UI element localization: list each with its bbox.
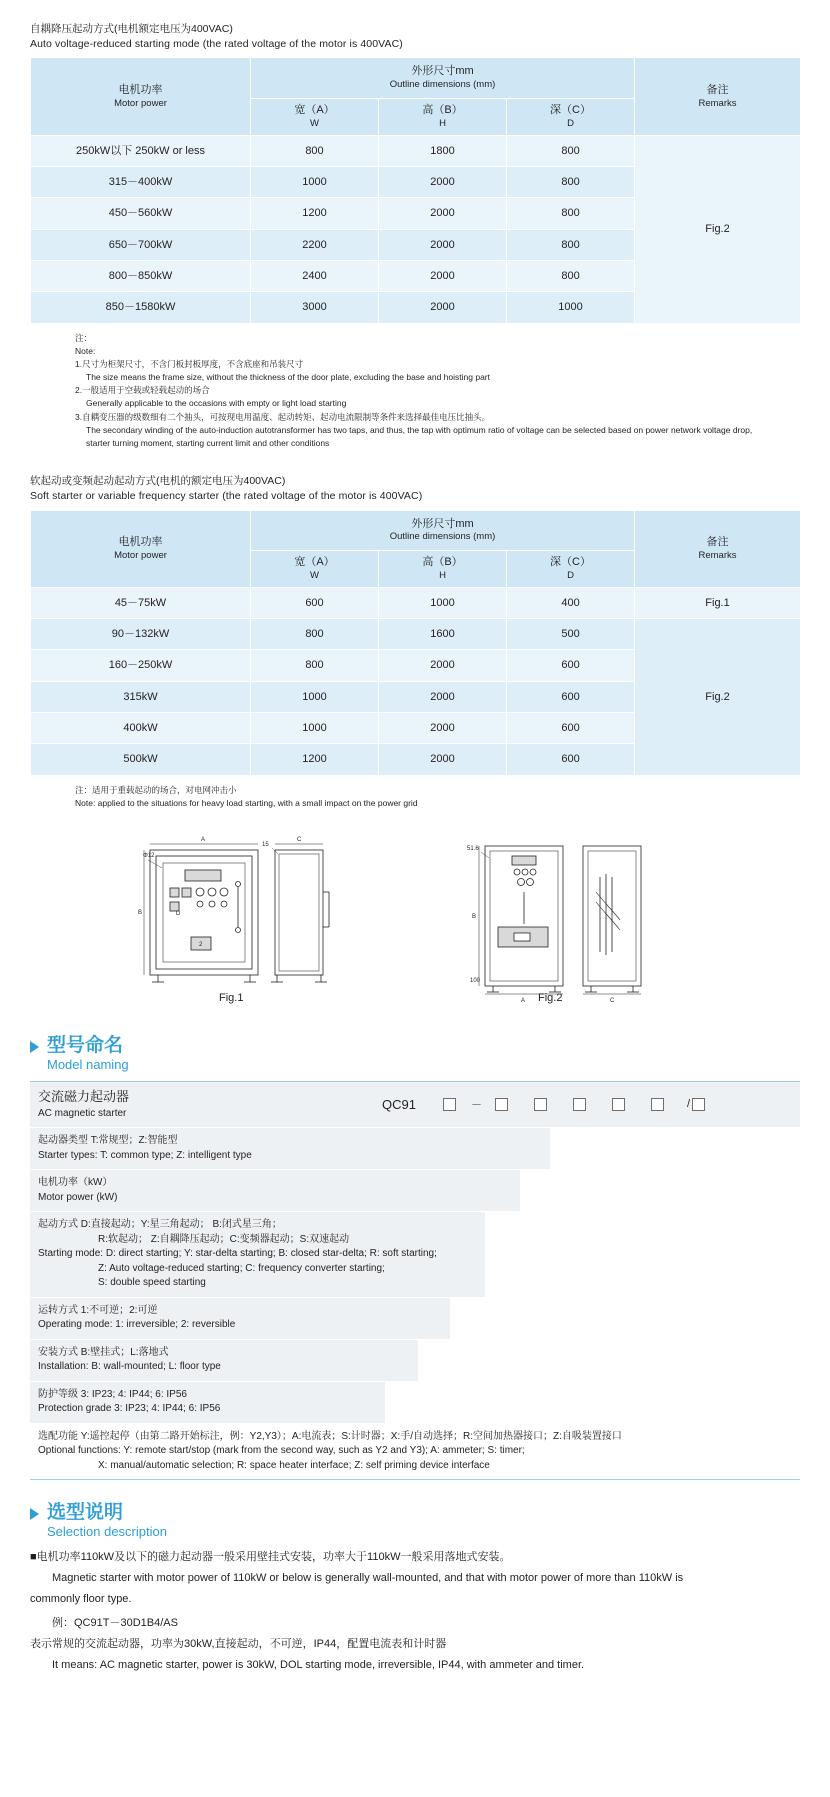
optional-functions-en-1: Optional functions: Y: remote start/stop (mark from the second way, such as Y2 and Y3); A: ammeter; S: timer;	[38, 1445, 525, 1457]
cell-width: 800	[251, 135, 379, 166]
optional-functions-en-2: X: manual/automatic selection; R: space heater interface; Z: self priming device interface	[98, 1459, 490, 1471]
selection-line-6: It means: AC magnetic starter, power is 30kW, DOL starting mode, irreversible, IP44, with ammeter and timer.	[52, 1659, 585, 1672]
naming-row-starting-mode	[30, 1212, 800, 1298]
cell-depth: 800	[507, 198, 635, 229]
cell-width: 1000	[251, 681, 379, 712]
note-line: Note: applied to the situations for heavy load starting, with a small impact on the power grid	[75, 797, 418, 808]
cell-depth: 600	[507, 650, 635, 681]
svg-text:Φ12: Φ12	[143, 852, 155, 859]
cell-depth: 800	[507, 135, 635, 166]
installation-en: Installation: B: wall-mounted; L: floor type	[38, 1361, 221, 1373]
note-line: starter turning moment, starting current limit and other conditions	[86, 437, 330, 448]
model-code-prefix: QC91	[382, 1096, 416, 1112]
enclosure-drawings	[0, 832, 830, 1017]
cell-depth: 400	[507, 587, 635, 618]
protection-grade-en: Protection grade 3: IP23; 4: IP44; 6: IP56	[38, 1403, 221, 1415]
table1-block	[0, 0, 830, 450]
th-remarks	[635, 58, 801, 135]
th-depth	[507, 551, 635, 588]
cell-width: 2400	[251, 260, 379, 291]
table2	[30, 510, 801, 776]
naming-row-operating-mode	[30, 1298, 800, 1340]
svg-text:C: C	[610, 997, 615, 1004]
naming-row-protection-grade	[30, 1382, 800, 1424]
fig2-label: Fig.2	[538, 991, 563, 1004]
spacer	[485, 1212, 800, 1297]
model-naming-table	[30, 1081, 800, 1480]
cell-width: 800	[251, 650, 379, 681]
svg-text:C: C	[297, 836, 302, 843]
th-depth	[507, 99, 635, 136]
naming-row-starter-type	[30, 1128, 800, 1170]
table2-caption	[30, 474, 800, 504]
th-outline-en: Outline dimensions (mm)	[389, 79, 496, 91]
th-height-cn: 高（B）	[422, 104, 463, 117]
protection-grade-cn: 防护等级 3: IP23; 4: IP44; 6: IP56	[38, 1388, 187, 1400]
model-naming-title-cn: 型号命名	[47, 1034, 124, 1056]
table1-body	[31, 135, 801, 323]
note-line: Note:	[75, 345, 96, 356]
cell-height: 1600	[379, 619, 507, 650]
table1-caption-en: Auto voltage-reduced starting mode (the rated voltage of the motor is 400VAC)	[30, 38, 403, 51]
th-height-en: H	[439, 117, 446, 129]
cell-height: 2000	[379, 292, 507, 323]
model-naming-heading	[30, 1035, 830, 1073]
cell-height: 2000	[379, 198, 507, 229]
cell-power: 90－132kW	[31, 619, 251, 650]
code-box-2[interactable]	[495, 1098, 508, 1111]
spacer	[520, 1170, 800, 1211]
table1-caption-cn: 自耦降压起动方式(电机额定电压为400VAC)	[30, 23, 233, 35]
svg-text:B: B	[138, 909, 143, 916]
cell-width: 1200	[251, 744, 379, 775]
cell-width: 1000	[251, 713, 379, 744]
cell-depth: 800	[507, 260, 635, 291]
svg-text:2: 2	[199, 941, 203, 948]
cell-width: 3000	[251, 292, 379, 323]
th-outline	[251, 58, 635, 99]
cell-height: 2000	[379, 744, 507, 775]
selection-description	[30, 1548, 800, 1676]
table1-notes	[75, 332, 775, 451]
th-motor-power-en: Motor power	[114, 549, 167, 561]
cell-height: 2000	[379, 650, 507, 681]
code-dash: －	[470, 1099, 482, 1112]
th-remarks-cn: 备注	[706, 83, 729, 96]
svg-text:A: A	[201, 836, 206, 843]
th-width-cn: 宽（A）	[294, 556, 335, 569]
code-slash: /	[686, 1098, 691, 1111]
cell-power: 800－850kW	[31, 260, 251, 291]
table1-caption	[30, 22, 800, 52]
note-line: Generally applicable to the occasions with empty or light load starting	[86, 398, 347, 409]
code-box-3[interactable]	[534, 1098, 547, 1111]
th-outline-en: Outline dimensions (mm)	[389, 531, 496, 543]
naming-row-optional-functions	[30, 1424, 800, 1480]
cell-remark: Fig.2	[635, 135, 801, 323]
selection-line-1: ■电机功率110kW及以下的磁力起动器一般采用壁挂式安装，功率大于110kW一般采用落地式安装。	[30, 1550, 511, 1563]
cell-height: 1000	[379, 587, 507, 618]
svg-text:100: 100	[470, 977, 481, 984]
code-box-1[interactable]	[443, 1098, 456, 1111]
th-motor-power-cn: 电机功率	[118, 535, 163, 548]
th-motor-power	[31, 58, 251, 135]
model-code-row	[382, 1096, 718, 1112]
starting-mode-cn-2: R:软起动； Z:自耦降压起动；C:变频器起动；S:双速起动	[98, 1233, 350, 1245]
cell-power: 315－400kW	[31, 167, 251, 198]
naming-row-motor-power	[30, 1170, 800, 1212]
cell-power: 45－75kW	[31, 587, 251, 618]
selection-line-5: 表示常规的交流起动器，功率为30kW,直接起动，不可逆，IP44，配置电流表和计时器	[30, 1637, 447, 1650]
selection-title-en: Selection description	[47, 1523, 167, 1539]
table-row	[31, 587, 801, 618]
cell-depth: 500	[507, 619, 635, 650]
cell-depth: 1000	[507, 292, 635, 323]
th-width	[251, 99, 379, 136]
naming-row-product	[30, 1082, 800, 1128]
code-box-5[interactable]	[612, 1098, 625, 1111]
selection-title-cn: 选型说明	[47, 1502, 124, 1524]
th-width-en: W	[310, 117, 319, 129]
spacer	[450, 1298, 800, 1339]
starter-type-en: Starter types: T: common type; Z: intelligent type	[38, 1149, 252, 1161]
cell-power: 250kW以下 250kW or less	[31, 135, 251, 166]
th-width	[251, 551, 379, 588]
starting-mode-en-1: Starting mode: D: direct starting; Y: star-delta starting; B: closed star-delta; R: soft starting;	[38, 1248, 437, 1260]
cell-power: 500kW	[31, 744, 251, 775]
table-row	[31, 619, 801, 650]
svg-text:51.6: 51.6	[467, 845, 479, 852]
th-height	[379, 99, 507, 136]
svg-text:15: 15	[262, 841, 269, 848]
cell-power: 160－250kW	[31, 650, 251, 681]
note-line: 3.自耦变压器的级数细有二个抽头，可按现电用温度、起动转矩、起动电流限制等条件来选择最佳电压比抽头。	[75, 411, 491, 422]
th-height	[379, 551, 507, 588]
note-line: 1.尺寸为柜架尺寸，不含门板封板厚度，不含底座和吊装尺寸	[75, 358, 304, 369]
th-width-cn: 宽（A）	[294, 104, 335, 117]
selection-line-2: Magnetic starter with motor power of 110kW or below is generally wall-mounted, and that with motor power of more than 110kW is	[52, 1572, 684, 1585]
table2-body	[31, 587, 801, 775]
optional-functions-cn: 选配功能 Y:遥控起停（由第二路开始标注，例：Y2,Y3）；A:电流表；S:计时器；X:手/自动选择；R:空间加热器接口；Z:自吸装置接口	[38, 1430, 622, 1442]
starting-mode-en-2: Z: Auto voltage-reduced starting; C: frequency converter starting;	[98, 1262, 385, 1274]
spacer	[418, 1340, 800, 1381]
cell-depth: 600	[507, 744, 635, 775]
th-outline	[251, 510, 635, 551]
cell-width: 600	[251, 587, 379, 618]
cell-width: 2200	[251, 229, 379, 260]
th-depth-en: D	[567, 570, 574, 582]
th-height-en: H	[439, 570, 446, 582]
th-height-cn: 高（B）	[422, 556, 463, 569]
th-outline-cn: 外形尺寸mm	[411, 517, 474, 530]
table2-notes	[75, 784, 775, 810]
code-box-7[interactable]	[692, 1098, 705, 1111]
table2-head	[31, 510, 801, 587]
selection-line-3: commonly floor type.	[30, 1593, 132, 1606]
cell-power: 450－560kW	[31, 198, 251, 229]
table1-head	[31, 58, 801, 135]
th-motor-power	[31, 510, 251, 587]
cell-power: 850－1580kW	[31, 292, 251, 323]
cell-height: 2000	[379, 681, 507, 712]
code-box-6[interactable]	[651, 1098, 664, 1111]
spacer	[550, 1128, 800, 1169]
cell-power: 315kW	[31, 681, 251, 712]
cell-height: 2000	[379, 260, 507, 291]
code-box-4[interactable]	[573, 1098, 586, 1111]
spacer	[385, 1382, 800, 1423]
cell-width: 1200	[251, 198, 379, 229]
motor-power-en: Motor power (kW)	[38, 1191, 118, 1203]
selection-heading	[30, 1502, 830, 1540]
table2-block	[0, 450, 830, 810]
th-remarks-cn: 备注	[706, 535, 729, 548]
starter-type-cn: 起动器类型 T:常规型；Z:智能型	[38, 1135, 178, 1147]
cell-power: 400kW	[31, 713, 251, 744]
operating-mode-cn: 运转方式 1:不可逆；2:可逆	[38, 1304, 158, 1316]
cell-remark: Fig.1	[635, 587, 801, 618]
motor-power-cn: 电机功率（kW）	[38, 1177, 113, 1189]
cell-depth: 600	[507, 713, 635, 744]
cell-width: 1000	[251, 167, 379, 198]
note-line: The secondary winding of the auto-induction autotransformer has two taps, and thus, the tap with optimum ratio of voltage can be selected based on power network voltage drop,	[86, 424, 753, 435]
cell-power: 650－700kW	[31, 229, 251, 260]
product-name-cn: 交流磁力起动器	[38, 1088, 130, 1104]
naming-row-installation	[30, 1340, 800, 1382]
th-depth-cn: 深（C）	[550, 556, 591, 569]
fig1-label: Fig.1	[219, 991, 244, 1004]
svg-text:B: B	[472, 913, 477, 920]
cell-height: 1800	[379, 135, 507, 166]
th-remarks-en: Remarks	[698, 549, 737, 561]
note-line: 注：	[75, 332, 93, 343]
th-depth-cn: 深（C）	[550, 104, 591, 117]
th-outline-cn: 外形尺寸mm	[411, 65, 474, 78]
operating-mode-en: Operating mode: 1: irreversible; 2: reversible	[38, 1319, 236, 1331]
product-name-en: AC magnetic starter	[38, 1107, 127, 1119]
triangle-bullet-icon	[30, 1508, 39, 1520]
note-line: The size means the frame size, without the thickness of the door plate, excluding the base and hoisting part	[86, 372, 490, 383]
table1	[30, 57, 801, 323]
table-row	[31, 135, 801, 166]
th-motor-power-en: Motor power	[114, 97, 167, 109]
cell-height: 2000	[379, 713, 507, 744]
installation-cn: 安装方式 B:壁挂式；L:落地式	[38, 1346, 169, 1358]
svg-text:D: D	[176, 910, 181, 917]
cell-depth: 600	[507, 681, 635, 712]
product-name	[30, 1082, 382, 1127]
triangle-bullet-icon	[30, 1041, 39, 1053]
starting-mode-cn-1: 起动方式 D:直接起动；Y:星三角起动； B:闭式星三角；	[38, 1219, 282, 1231]
cell-width: 800	[251, 619, 379, 650]
cell-depth: 800	[507, 229, 635, 260]
cell-remark: Fig.2	[635, 619, 801, 775]
cell-depth: 800	[507, 167, 635, 198]
selection-line-4: 例：QC91T－30D1B4/AS	[52, 1616, 178, 1629]
table2-caption-en: Soft starter or variable frequency starter (the rated voltage of the motor is 400VAC)	[30, 490, 423, 503]
svg-text:A: A	[521, 997, 526, 1004]
cell-height: 2000	[379, 167, 507, 198]
th-remarks	[635, 510, 801, 587]
th-remarks-en: Remarks	[698, 97, 737, 109]
starting-mode-en-3: S: double speed starting	[98, 1277, 206, 1289]
note-line: 注：适用于重载起动的场合，对电网冲击小	[75, 784, 237, 795]
cell-height: 2000	[379, 229, 507, 260]
th-motor-power-cn: 电机功率	[118, 83, 163, 96]
note-line: 2.一般适用于空载或轻载起动的场合	[75, 385, 210, 396]
model-naming-title-en: Model naming	[47, 1056, 129, 1072]
th-width-en: W	[310, 570, 319, 582]
figures-block	[0, 832, 830, 1017]
th-depth-en: D	[567, 117, 574, 129]
table2-caption-cn: 软起动或变频起动起动方式(电机的额定电压为400VAC)	[30, 475, 286, 488]
